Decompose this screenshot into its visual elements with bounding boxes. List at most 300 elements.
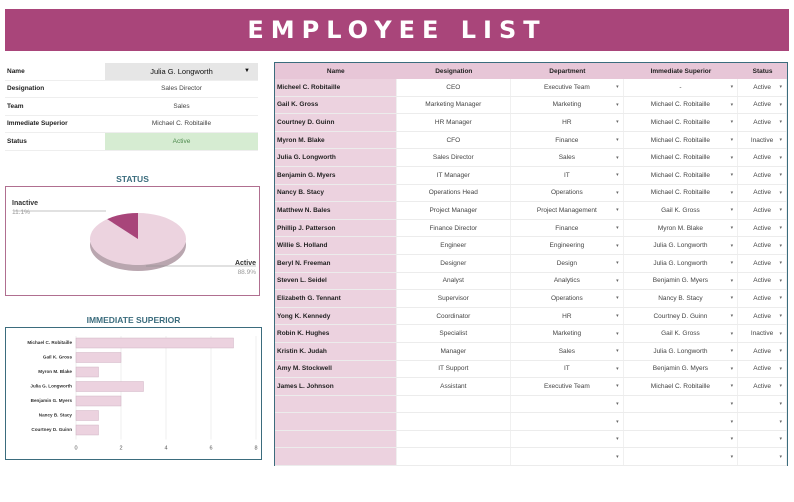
status-cell-text: Active [753,83,771,91]
designation-cell[interactable] [397,202,512,219]
dropdown-arrow-icon[interactable]: ▾ [730,137,734,144]
designation-cell-text: Manager [440,347,467,355]
designation-cell[interactable] [397,273,512,290]
dropdown-arrow-icon[interactable]: ▾ [730,172,734,179]
dropdown-arrow-icon[interactable]: ▾ [779,119,782,126]
detail-row-superior [5,116,258,134]
status-cell[interactable] [738,343,787,360]
dropdown-arrow-icon[interactable]: ▾ [730,348,734,355]
x-tick-label: 6 [209,445,213,452]
dropdown-arrow-icon[interactable]: ▾ [616,383,619,390]
dropdown-arrow-icon[interactable]: ▾ [616,400,619,407]
status-cell[interactable] [738,132,787,149]
name-label: Name [7,67,25,75]
table-header [275,63,787,79]
department-cell[interactable] [511,132,624,149]
status-cell[interactable] [738,361,787,378]
name-cell[interactable] [275,361,397,378]
department-cell-text: Analytics [553,277,580,285]
dropdown-arrow-icon[interactable]: ▾ [616,101,619,108]
department-cell[interactable] [511,167,624,184]
designation-cell-text: Coordinator [436,312,471,320]
dropdown-arrow-icon[interactable]: ▾ [730,400,734,407]
table-row [275,343,787,361]
table-row [275,237,787,255]
department-cell[interactable] [511,220,624,237]
department-cell-text: Marketing [552,330,582,338]
superior-cell[interactable] [624,431,739,448]
status-cell[interactable] [738,97,787,114]
superior-cell-text: Julia G. Longworth [653,259,708,267]
name-cell[interactable] [275,202,397,219]
table-row [275,431,787,449]
bar [76,425,99,435]
name-cell-text: Matthew N. Bales [277,206,331,214]
name-cell[interactable] [275,237,397,254]
name-cell[interactable] [275,185,397,202]
superior-cell[interactable] [624,237,739,254]
table-row [275,255,787,273]
dropdown-arrow-icon[interactable]: ▾ [779,348,782,355]
superior-cell[interactable] [624,343,739,360]
dropdown-arrow-icon[interactable]: ▾ [730,383,734,390]
superior-cell-text: Michael C. Robitaille [650,382,711,390]
status-label: Status [7,137,27,145]
dropdown-arrow-icon[interactable]: ▾ [730,295,734,302]
name-cell[interactable] [275,343,397,360]
department-cell-text: HR [562,118,572,126]
status-cell-text: Active [753,206,771,214]
name-cell[interactable] [275,448,397,465]
table-row [275,167,787,185]
dropdown-arrow-icon[interactable]: ▾ [616,207,619,214]
designation-cell-text: Assistant [440,382,467,390]
dropdown-arrow-icon[interactable]: ▾ [730,84,734,91]
designation-cell[interactable] [397,325,512,342]
category-label: Myron M. Blake [38,369,72,374]
department-cell[interactable] [511,97,624,114]
chevron-down-icon[interactable]: ▼ [244,68,250,75]
designation-cell-text: Sales Director [432,154,474,162]
superior-bar-svg [6,328,261,459]
designation-cell[interactable] [397,448,512,465]
status-cell[interactable] [738,202,787,219]
table-row [275,149,787,167]
superior-cell[interactable] [624,396,739,413]
designation-cell-text: Specialist [439,330,468,338]
status-cell[interactable] [738,290,787,307]
name-cell-text: Amy M. Stockwell [277,365,332,373]
name-cell-text: Beryl N. Freeman [277,259,331,267]
x-tick-label: 2 [119,445,123,452]
status-cell-text: Active [753,242,771,250]
department-cell[interactable] [511,413,624,430]
department-cell[interactable] [511,378,624,395]
name-cell-text: James L. Johnson [277,382,334,390]
dropdown-arrow-icon[interactable]: ▾ [779,418,782,425]
status-cell[interactable] [738,237,787,254]
status-cell-text: Inactive [750,330,774,338]
x-tick-label: 8 [254,445,258,452]
dropdown-arrow-icon[interactable]: ▾ [779,400,782,407]
status-cell[interactable] [738,448,787,465]
superior-cell[interactable] [624,202,739,219]
dropdown-arrow-icon[interactable]: ▾ [730,260,734,267]
designation-value: Sales Director [161,85,202,93]
status-cell[interactable] [738,114,787,131]
status-cell[interactable] [738,220,787,237]
department-cell-text: Finance [555,224,579,232]
designation-cell-text: Analyst [442,277,464,285]
dropdown-arrow-icon[interactable]: ▾ [779,172,782,179]
designation-cell[interactable] [397,308,512,325]
name-cell-text: Elizabeth G. Tennant [277,294,341,302]
table-row [275,325,787,343]
dropdown-arrow-icon[interactable]: ▾ [730,101,734,108]
dropdown-arrow-icon[interactable]: ▾ [616,330,619,337]
department-cell[interactable] [511,255,624,272]
dropdown-arrow-icon[interactable]: ▾ [730,313,734,320]
status-cell-text: Active [753,259,771,267]
name-cell[interactable] [275,308,397,325]
status-cell-text: Active [753,171,771,179]
status-value: Active [105,133,258,150]
dropdown-arrow-icon[interactable]: ▾ [779,383,782,390]
table-row [275,308,787,326]
detail-row-name [5,63,258,81]
superior-cell-text: Gail K. Gross [661,206,700,214]
detail-row-designation [5,81,258,99]
status-cell[interactable] [738,396,787,413]
department-cell-text: IT [563,171,570,179]
status-chart-title: STATUS [116,174,149,184]
department-cell[interactable] [511,79,624,96]
status-cell[interactable] [738,273,787,290]
dropdown-arrow-icon[interactable]: ▾ [616,137,619,144]
superior-cell[interactable] [624,273,739,290]
dropdown-arrow-icon[interactable]: ▾ [616,277,619,284]
name-cell[interactable] [275,290,397,307]
superior-cell-text: Michael C. Robitaille [650,189,711,197]
name-cell-text: Benjamin G. Myers [277,171,336,179]
dropdown-arrow-icon[interactable]: ▾ [779,453,782,460]
status-cell-text: Active [753,154,771,162]
dropdown-arrow-icon[interactable]: ▾ [616,172,619,179]
dropdown-arrow-icon[interactable]: ▾ [730,154,734,161]
dropdown-arrow-icon[interactable]: ▾ [730,277,734,284]
dropdown-arrow-icon[interactable]: ▾ [779,242,782,249]
dropdown-arrow-icon[interactable]: ▾ [779,295,782,302]
dropdown-arrow-icon[interactable]: ▾ [779,330,782,337]
header-designation[interactable]: Designation [435,67,473,75]
superior-cell-text: - [679,83,682,91]
bar [76,367,99,377]
category-label: Gail K. Gross [42,354,72,360]
superior-cell[interactable] [624,413,739,430]
superior-cell[interactable] [624,378,739,395]
department-cell-text: Project Management [536,206,597,214]
department-cell-text: Sales [558,347,575,355]
superior-cell[interactable] [624,448,739,465]
designation-label: Designation [7,85,45,93]
status-cell-text: Active [753,365,771,373]
superior-cell[interactable] [624,308,739,325]
detail-row-team [5,98,258,116]
name-cell-text: Kristin K. Judah [277,347,327,355]
dropdown-arrow-icon[interactable]: ▾ [616,119,619,126]
designation-cell[interactable] [397,167,512,184]
dropdown-arrow-icon[interactable]: ▾ [616,436,619,443]
department-cell[interactable] [511,290,624,307]
status-cell[interactable] [738,431,787,448]
name-cell-text: Courtney D. Guinn [277,118,335,126]
designation-cell[interactable] [397,185,512,202]
designation-cell-text: Marketing Manager [425,101,482,109]
superior-cell-text: Courtney D. Guinn [653,312,708,320]
status-cell[interactable] [738,413,787,430]
x-tick-label: 0 [74,445,78,452]
name-cell[interactable] [275,97,397,114]
dropdown-arrow-icon[interactable]: ▾ [779,365,782,372]
department-cell[interactable] [511,448,624,465]
department-cell-text: HR [562,312,572,320]
table-row [275,273,787,291]
name-cell-text: Myron M. Blake [277,136,325,144]
superior-cell[interactable] [624,185,739,202]
status-cell[interactable] [738,185,787,202]
status-cell-text: Active [753,101,771,109]
superior-cell[interactable] [624,325,739,342]
status-cell[interactable] [738,325,787,342]
dropdown-arrow-icon[interactable]: ▾ [616,418,619,425]
legend-active-value: 88.9% [237,269,256,276]
designation-cell-text: IT Manager [436,171,470,179]
superior-cell-text: Nancy B. Stacy [658,294,703,302]
status-cell[interactable] [738,255,787,272]
dropdown-arrow-icon[interactable]: ▾ [779,154,782,161]
header-superior[interactable]: Immediate Superior [650,67,712,75]
status-cell[interactable] [738,378,787,395]
department-cell-text: Marketing [552,101,582,109]
department-cell[interactable] [511,325,624,342]
department-cell[interactable] [511,308,624,325]
name-cell-text: Phillip J. Patterson [277,224,336,232]
designation-cell[interactable] [397,396,512,413]
designation-cell[interactable] [397,97,512,114]
header-name[interactable]: Name [326,67,345,75]
dropdown-arrow-icon[interactable]: ▾ [730,119,734,126]
table-row [275,396,787,414]
designation-cell[interactable] [397,361,512,378]
department-cell-text: Executive Team [543,382,590,390]
department-cell[interactable] [511,343,624,360]
dropdown-arrow-icon[interactable]: ▾ [779,189,782,196]
superior-cell[interactable] [624,79,739,96]
dropdown-arrow-icon[interactable]: ▾ [616,295,619,302]
dropdown-arrow-icon[interactable]: ▾ [616,225,619,232]
department-cell[interactable] [511,396,624,413]
status-cell-text: Active [753,118,771,126]
name-cell[interactable] [275,431,397,448]
name-cell[interactable] [275,413,397,430]
dropdown-arrow-icon[interactable]: ▾ [730,418,734,425]
name-cell-text: Julia G. Longworth [277,154,336,162]
name-cell[interactable] [275,378,397,395]
name-cell[interactable] [275,149,397,166]
dropdown-arrow-icon[interactable]: ▾ [730,365,734,372]
table-row [275,413,787,431]
dropdown-arrow-icon[interactable]: ▾ [779,313,782,320]
superior-cell-text: Michael C. Robitaille [650,101,711,109]
department-cell-text: Sales [558,154,575,162]
status-cell-text: Active [753,382,771,390]
designation-cell[interactable] [397,413,512,430]
superior-cell[interactable] [624,97,739,114]
superior-cell-text: Michael C. Robitaille [650,118,711,126]
designation-cell[interactable] [397,79,512,96]
team-label: Team [7,102,24,110]
dropdown-arrow-icon[interactable]: ▾ [730,225,734,232]
dropdown-arrow-icon[interactable]: ▾ [779,207,782,214]
dropdown-arrow-icon[interactable]: ▾ [779,101,782,108]
designation-cell-text: CEO [446,83,461,91]
name-cell[interactable] [275,114,397,131]
dropdown-arrow-icon[interactable]: ▾ [779,260,782,267]
dropdown-arrow-icon[interactable]: ▾ [779,436,782,443]
department-cell[interactable] [511,185,624,202]
name-cell-text: Gail K. Gross [277,101,319,109]
status-cell[interactable] [738,308,787,325]
status-cell[interactable] [738,149,787,166]
employee-table [274,62,788,466]
dropdown-arrow-icon[interactable]: ▾ [779,137,782,144]
superior-cell[interactable] [624,167,739,184]
dropdown-arrow-icon[interactable]: ▾ [730,207,734,214]
dropdown-arrow-icon[interactable]: ▾ [779,84,782,91]
table-row [275,114,787,132]
header-status[interactable]: Status [752,67,773,75]
superior-cell-text: Myron M. Blake [657,224,703,232]
designation-cell[interactable] [397,114,512,131]
department-cell[interactable] [511,149,624,166]
superior-cell-text: Benjamin G. Myers [652,277,709,285]
table-row [275,220,787,238]
department-cell[interactable] [511,431,624,448]
table-row [275,202,787,220]
department-cell-text: Executive Team [543,83,590,91]
dropdown-arrow-icon[interactable]: ▾ [730,453,734,460]
department-cell[interactable] [511,273,624,290]
designation-cell[interactable] [397,290,512,307]
table-body [275,79,787,466]
designation-cell-text: Operations Head [428,189,478,197]
dropdown-arrow-icon[interactable]: ▾ [730,242,734,249]
dropdown-arrow-icon[interactable]: ▾ [730,189,734,196]
department-cell-text: Finance [555,136,579,144]
department-cell[interactable] [511,237,624,254]
superior-chart [5,327,262,460]
name-cell[interactable] [275,132,397,149]
superior-cell[interactable] [624,114,739,131]
designation-cell[interactable] [397,343,512,360]
name-cell[interactable] [275,79,397,96]
designation-cell-text: Finance Director [429,224,478,232]
superior-cell[interactable] [624,149,739,166]
name-cell[interactable] [275,220,397,237]
dropdown-arrow-icon[interactable]: ▾ [730,330,734,337]
dropdown-arrow-icon[interactable]: ▾ [616,453,619,460]
legend-active-label: Active [234,260,256,267]
name-cell-text: Steven L. Seidel [277,277,327,285]
name-cell[interactable] [275,273,397,290]
designation-cell[interactable] [397,132,512,149]
bar [76,411,99,421]
department-cell[interactable] [511,202,624,219]
superior-cell-text: Julia G. Longworth [653,347,708,355]
superior-cell[interactable] [624,132,739,149]
status-cell-text: Active [753,224,771,232]
name-cell[interactable] [275,255,397,272]
dropdown-arrow-icon[interactable]: ▾ [616,365,619,372]
designation-cell[interactable] [397,255,512,272]
name-cell[interactable] [275,396,397,413]
dropdown-arrow-icon[interactable]: ▾ [616,154,619,161]
superior-cell[interactable] [624,255,739,272]
employee-name-select[interactable] [105,63,258,80]
superior-cell[interactable] [624,220,739,237]
dropdown-arrow-icon[interactable]: ▾ [616,260,619,267]
superior-cell[interactable] [624,361,739,378]
superior-cell-text: Michael C. Robitaille [650,171,711,179]
superior-cell[interactable] [624,290,739,307]
header-department[interactable]: Department [549,67,586,75]
status-cell[interactable] [738,79,787,96]
designation-cell-text: Project Manager [429,206,478,214]
dropdown-arrow-icon[interactable]: ▾ [616,242,619,249]
table-row [275,132,787,150]
bar [76,338,234,348]
employee-detail-panel [5,63,258,151]
table-row [275,290,787,308]
department-cell[interactable] [511,361,624,378]
category-label: Benjamin G. Myers [30,398,72,403]
page-title: EMPLOYEE LIST [5,9,789,51]
category-label: Nancy B. Stacy [38,412,72,418]
designation-cell[interactable] [397,149,512,166]
status-cell[interactable] [738,167,787,184]
status-cell-text: Active [753,189,771,197]
designation-cell[interactable] [397,431,512,448]
dropdown-arrow-icon[interactable]: ▾ [616,84,619,91]
designation-cell-text: Designer [440,259,467,267]
designation-cell[interactable] [397,220,512,237]
designation-cell[interactable] [397,237,512,254]
name-cell-text: Willie S. Holland [277,242,328,250]
department-cell[interactable] [511,114,624,131]
name-cell[interactable] [275,167,397,184]
status-cell-text: Active [753,294,771,302]
dropdown-arrow-icon[interactable]: ▾ [616,348,619,355]
name-cell[interactable] [275,325,397,342]
status-chart [5,186,260,296]
designation-cell[interactable] [397,378,512,395]
dropdown-arrow-icon[interactable]: ▾ [616,313,619,320]
dropdown-arrow-icon[interactable]: ▾ [730,436,734,443]
dropdown-arrow-icon[interactable]: ▾ [616,189,619,196]
status-cell-text: Active [753,347,771,355]
dropdown-arrow-icon[interactable]: ▾ [779,277,782,284]
dropdown-arrow-icon[interactable]: ▾ [779,225,782,232]
